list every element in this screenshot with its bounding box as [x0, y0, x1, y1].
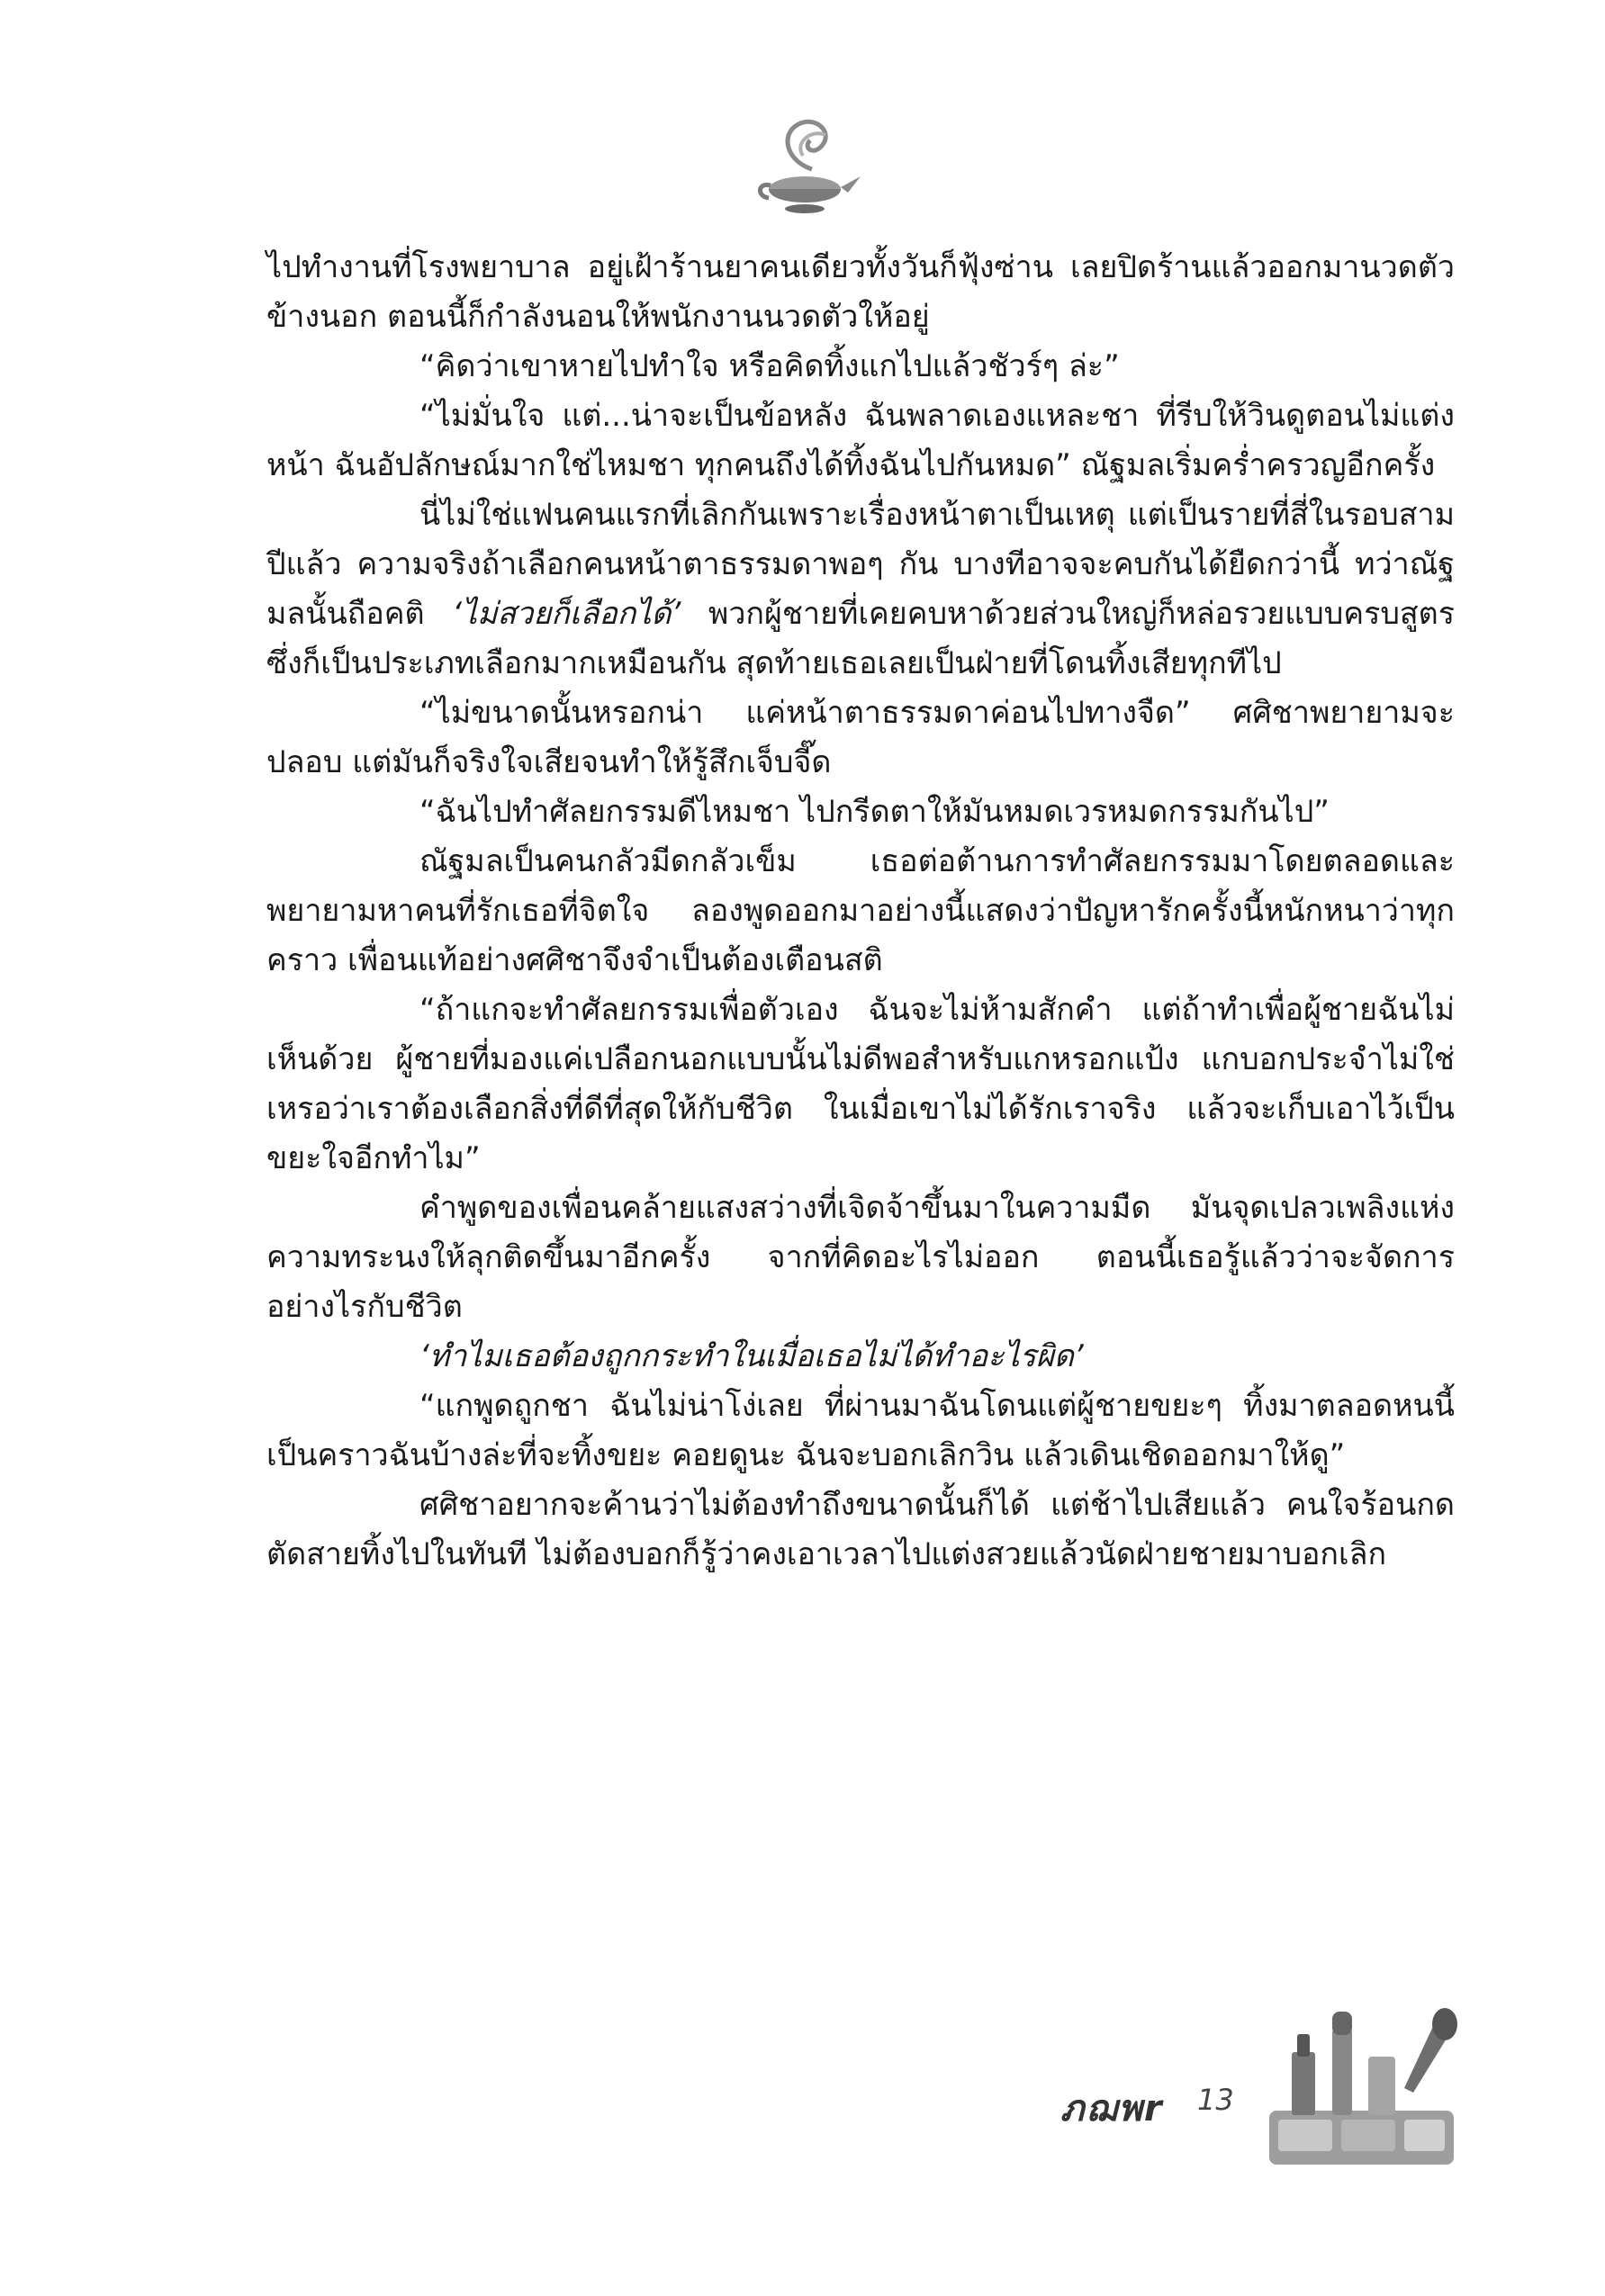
- paragraph-text: “แกพูดถูกชา ฉันไม่น่าโง่เลย ที่ผ่านมาฉันโดนแต่ผู้ชายขยะๆ ทิ้งมาตลอดหนนี้เป็นคราวฉันบ้างล่ะที่จะทิ้งขยะ คอยดูนะ ฉันจะบอกเลิกวิน แล้วเดินเชิดออกมาให้ดู”: [266, 1388, 1455, 1473]
- paragraph-text: “ไม่มั่นใจ แต่...น่าจะเป็นข้อหลัง ฉันพลาดเองแหละชา ที่รีบให้วินดูตอนไม่แต่งหน้า ฉันอัปลักษณ์มากใช่ไหมชา ทุกคนถึงได้ทิ้งฉันไปกันหมด” ณัฐมลเริ่มคร่ำครวญอีกครั้ง: [266, 398, 1455, 483]
- story-paragraph: [266, 1382, 1455, 1481]
- paragraph-text: พวกผู้ชายที่เคยคบหาด้วยส่วนใหญ่ก็หล่อรวยแบบครบสูตร ซึ่งก็เป็นประเภทเลือกมากเหมือนกัน สุดท้ายเธอเลยเป็นฝ่ายที่โดนทิ้งเสียทุกทีไป: [266, 596, 1456, 681]
- paragraph-text: ณัฐมลเป็นคนกลัวมีดกลัวเข็ม เธอต่อต้านการทำศัลยกรรมมาโดยตลอดและพยายามหาคนที่รักเธอที่จิตใจ ลองพูดออกมาอย่างนี้แสดงว่าปัญหารักครั้งนี้หนักหนาว่าทุกคราว เพื่อนแท้อย่างศศิชาจึงจำเป็นต้องเตือนสติ: [266, 843, 1455, 978]
- story-paragraph: [266, 1184, 1455, 1332]
- paragraph-text: คำพูดของเพื่อนคล้ายแสงสว่างที่เจิดจ้าขึ้นมาในความมืด มันจุดเปลวเพลิงแห่งความทระนงให้ลุกติดขึ้นมาอีกครั้ง จากที่คิดอะไรไม่ออก ตอนนี้เธอรู้แล้วว่าจะจัดการอย่างไรกับชีวิต: [266, 1190, 1455, 1325]
- emphasized-text: ‘ไม่สวยก็เลือกได้’: [452, 596, 681, 632]
- story-paragraph: [266, 689, 1455, 788]
- story-text: [266, 243, 1455, 1580]
- story-paragraph: [266, 837, 1455, 986]
- story-paragraph: [266, 1332, 1455, 1382]
- story-paragraph: [266, 342, 1455, 392]
- paragraph-text: “คิดว่าเขาหายไปทำใจ หรือคิดทิ้งแกไปแล้วชัวร์ๆ ล่ะ”: [419, 348, 1120, 384]
- book-title: ภฌพr: [1060, 2088, 1164, 2129]
- paragraph-text: ศศิชาอยากจะค้านว่าไม่ต้องทำถึงขนาดนั้นก็ได้ แต่ช้าไปเสียแล้ว คนใจร้อนกดตัดสายทิ้งไปในทันที ไม่ต้องบอกก็รู้ว่าคงเอาเวลาไปแต่งสวยแล้วนัดฝ่ายชายมาบอกเลิก: [266, 1487, 1455, 1572]
- magic-lamp-icon: [749, 106, 866, 223]
- page-number: 13: [1197, 2083, 1234, 2117]
- paragraph-text: ไปทำงานที่โรงพยาบาล อยู่เฝ้าร้านยาคนเดียวทั้งวันก็ฟุ้งซ่าน เลยปิดร้านแล้วออกมานวดตัวข้างนอก ตอนนี้ก็กำลังนอนให้พนักงานนวดตัวให้อยู่: [266, 249, 1455, 335]
- cosmetics-icon: [1269, 2003, 1458, 2174]
- emphasized-text: ‘ทำไมเธอต้องถูกกระทำในเมื่อเธอไม่ได้ทำอะไรผิด’: [419, 1338, 1084, 1374]
- paragraph-text: “ถ้าแกจะทำศัลยกรรมเพื่อตัวเอง ฉันจะไม่ห้ามสักคำ แต่ถ้าทำเพื่อผู้ชายฉันไม่เห็นด้วย ผู้ชายที่มองแค่เปลือกนอกแบบนั้นไม่ดีพอสำหรับแกหรอกแป้ง แกบอกประจำไม่ใช่เหรอว่าเราต้องเลือกสิ่งที่ดีที่สุดให้กับชีวิต ในเมื่อเขาไม่ได้รักเราจริง แล้วจะเก็บเอาไว้เป็นขยะใจอีกทำไม”: [266, 992, 1455, 1176]
- story-paragraph: [266, 392, 1455, 491]
- paragraph-text: “ฉันไปทำศัลยกรรมดีไหมชา ไปกรีดตาให้มันหมดเวรหมดกรรมกันไป”: [419, 794, 1330, 830]
- paragraph-text: นี่ไม่ใช่แฟนคนแรกที่เลิกกันเพราะเรื่องหน้าตาเป็นเหตุ แต่เป็นรายที่สี่ในรอบสามปีแล้ว ความจริงถ้าเลือกคนหน้าตาธรรมดาพอๆ กัน บางทีอาจจะคบกันได้ยืดกว่านี้ ทว่าณัฐมลนั้นถือคติ: [266, 497, 1455, 632]
- story-paragraph: [266, 243, 1455, 342]
- story-paragraph: [266, 788, 1455, 837]
- story-paragraph: [266, 1481, 1455, 1580]
- story-paragraph: [266, 491, 1455, 689]
- paragraph-text: “ไม่ขนาดนั้นหรอกน่า แค่หน้าตาธรรมดาค่อนไปทางจืด” ศศิชาพยายามจะปลอบ แต่มันก็จริงใจเสียจนทำให้รู้สึกเจ็บจี๊ด: [266, 695, 1455, 780]
- story-paragraph: [266, 986, 1455, 1184]
